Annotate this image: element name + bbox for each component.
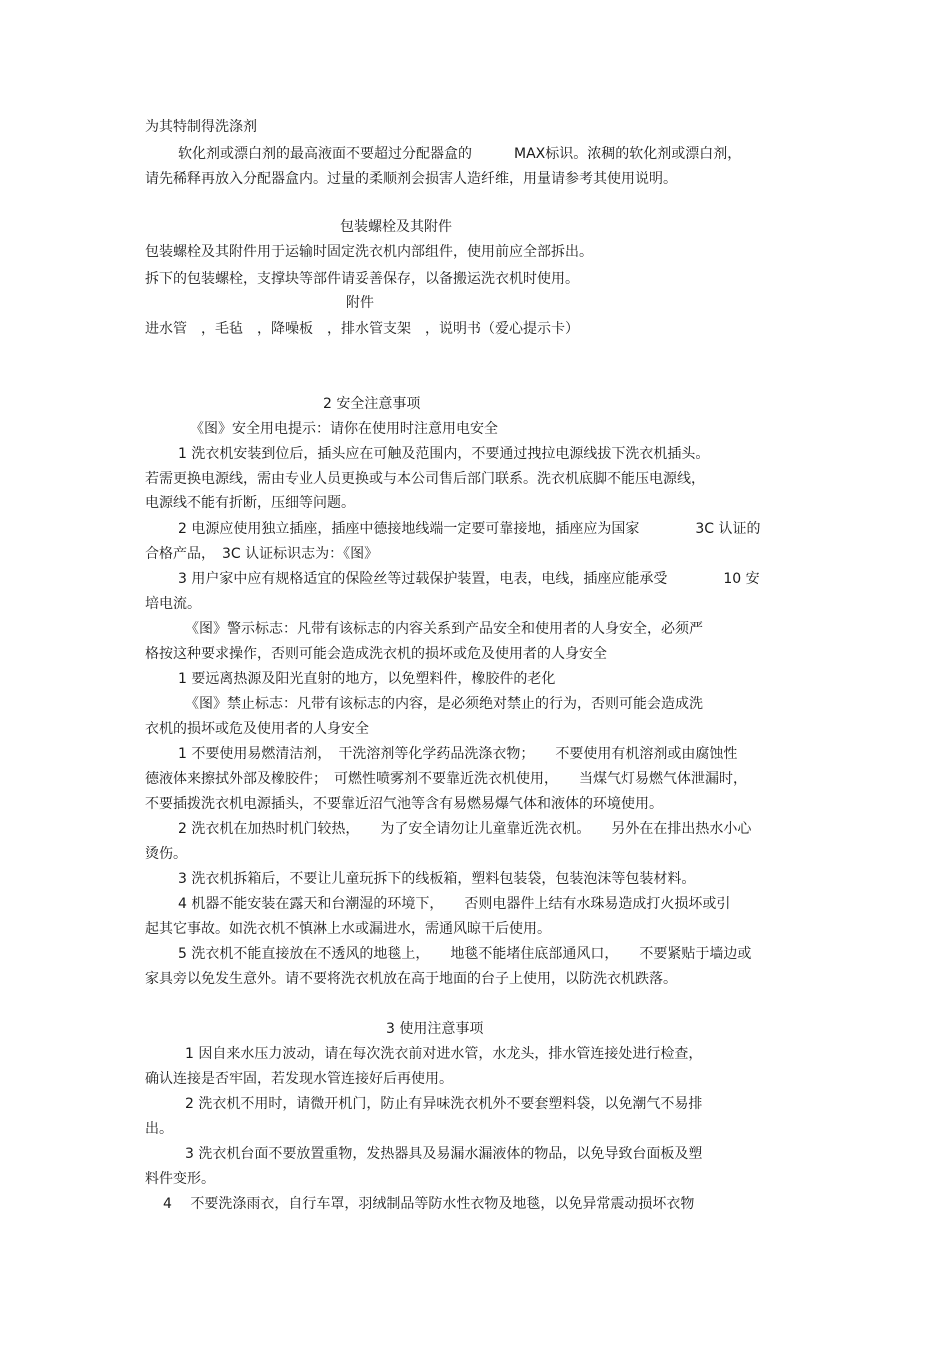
text-line-3: 请先稀释再放入分配器盒内。过量的柔顺剂会损害人造纤维，用量请参考其使用说明。 xyxy=(145,171,677,187)
text-line-19: 格按这种要求操作，否则可能会造成洗衣机的损坏或危及使用者的人身安全 xyxy=(145,646,607,662)
text-line-16: 3 用户家中应有规格适宜的保险丝等过载保护装置，电表，电线，插座应能承受 10 安 xyxy=(178,571,760,587)
text-line-29: 4 机器不能安装在露天和台潮湿的环境下， 否则电器件上结有水珠易造成打火损坏或引 xyxy=(178,896,731,912)
text-line-13: 电源线不能有折断，压细等问题。 xyxy=(145,495,355,511)
text-line-36: 2 洗衣机不用时，请微开机门，防止有异味洗衣机外不要套塑料袋，以免潮气不易排 xyxy=(185,1096,703,1112)
section-heading-safety: 2 安全注意事项 xyxy=(323,396,421,412)
text-line-39: 料件变形。 xyxy=(145,1171,215,1187)
text-line-35: 确认连接是否牢固，若发现水管连接好后再使用。 xyxy=(145,1071,453,1087)
prohibition-sign-text: 《图》禁止标志：凡带有该标志的内容，是必须绝对禁止的行为，否则可能会造成洗 xyxy=(185,696,703,712)
text-line-24: 德液体来擦拭外部及橡胶件； 可燃性喷雾剂不要靠近洗衣机使用， 当煤气灯易燃气体泄漏时， xyxy=(145,771,747,787)
text-line-40: 4 不要洗涤雨衣，自行车罩，羽绒制品等防水性衣物及地毯，以免异常震动损坏衣物 xyxy=(163,1196,695,1212)
text-line-17: 培电流。 xyxy=(145,596,201,612)
text-line-38: 3 洗衣机台面不要放置重物，发热器具及易漏水漏液体的物品，以免导致台面板及塑 xyxy=(185,1146,703,1162)
section-heading-usage: 3 使用注意事项 xyxy=(386,1021,484,1037)
text-line-15: 合格产品， 3C 认证标识志为：《图》 xyxy=(145,546,379,562)
text-line-32: 家具旁以免发生意外。请不要将洗衣机放在高于地面的台子上使用，以防洗衣机跌落。 xyxy=(145,971,677,987)
text-line-5: 包装螺栓及其附件用于运输时固定洗衣机内部组件，使用前应全部拆出。 xyxy=(145,244,593,260)
text-line-30: 起其它事故。如洗衣机不慎淋上水或漏进水，需通风晾干后使用。 xyxy=(145,921,551,937)
text-line-31: 5 洗衣机不能直接放在不透风的地毯上， 地毯不能堵住底部通风口， 不要紧贴于墙边或 xyxy=(178,946,752,962)
text-line-11: 1 洗衣机安装到位后，插头应在可触及范围内，不要通过拽拉电源线拔下洗衣机插头。 xyxy=(178,446,710,462)
text-line-25: 不要插拨洗衣机电源插头，不要靠近沼气池等含有易燃易爆气体和液体的环境使用。 xyxy=(145,796,663,812)
text-line-26: 2 洗衣机在加热时机门较热， 为了安全请勿让儿童靠近洗衣机。 另外在在排出热水小心 xyxy=(178,821,752,837)
text-line-20: 1 要远离热源及阳光直射的地方，以免塑料件，橡胶件的老化 xyxy=(178,671,556,687)
accessories-list: 进水管 ，毛毡 ，降噪板 ，排水管支架 ，说明书（爱心提示卡） xyxy=(145,321,579,337)
text-line-1: 为其特制得洗涤剂 xyxy=(145,119,257,135)
text-line-27: 烫伤。 xyxy=(145,846,187,862)
text-line-6: 拆下的包装螺栓，支撑块等部件请妥善保存，以备搬运洗衣机时使用。 xyxy=(145,271,579,287)
text-line-22: 衣机的损坏或危及使用者的人身安全 xyxy=(145,721,369,737)
text-line-34: 1 因自来水压力波动，请在每次洗衣前对进水管，水龙头，排水管连接处进行检查， xyxy=(185,1046,703,1062)
text-line-2: 软化剂或漂白剂的最高液面不要超过分配器盒的 MAX标识。浓稠的软化剂或漂白剂， xyxy=(178,146,742,162)
safety-power-tip: 《图》安全用电提示：请你在使用时注意用电安全 xyxy=(190,421,498,437)
text-line-23: 1 不要使用易燃清洁剂， 干洗溶剂等化学药品洗涤衣物； 不要使用有机溶剂或由腐蚀性 xyxy=(178,746,738,762)
section-heading-accessories: 附件 xyxy=(346,295,374,311)
text-line-28: 3 洗衣机拆箱后，不要让儿童玩拆下的线板箱，塑料包装袋，包装泡沫等包装材料。 xyxy=(178,871,696,887)
section-heading-packing-bolts: 包装螺栓及其附件 xyxy=(340,219,452,235)
text-line-14: 2 电源应使用独立插座，插座中德接地线端一定要可靠接地，插座应为国家 3C 认证的 xyxy=(178,521,761,537)
warning-sign-text: 《图》警示标志：凡带有该标志的内容关系到产品安全和使用者的人身安全，必须严 xyxy=(185,621,703,637)
text-line-37: 出。 xyxy=(145,1121,173,1137)
text-line-12: 若需更换电源线，需由专业人员更换或与本公司售后部门联系。洗衣机底脚不能压电源线， xyxy=(145,471,705,487)
